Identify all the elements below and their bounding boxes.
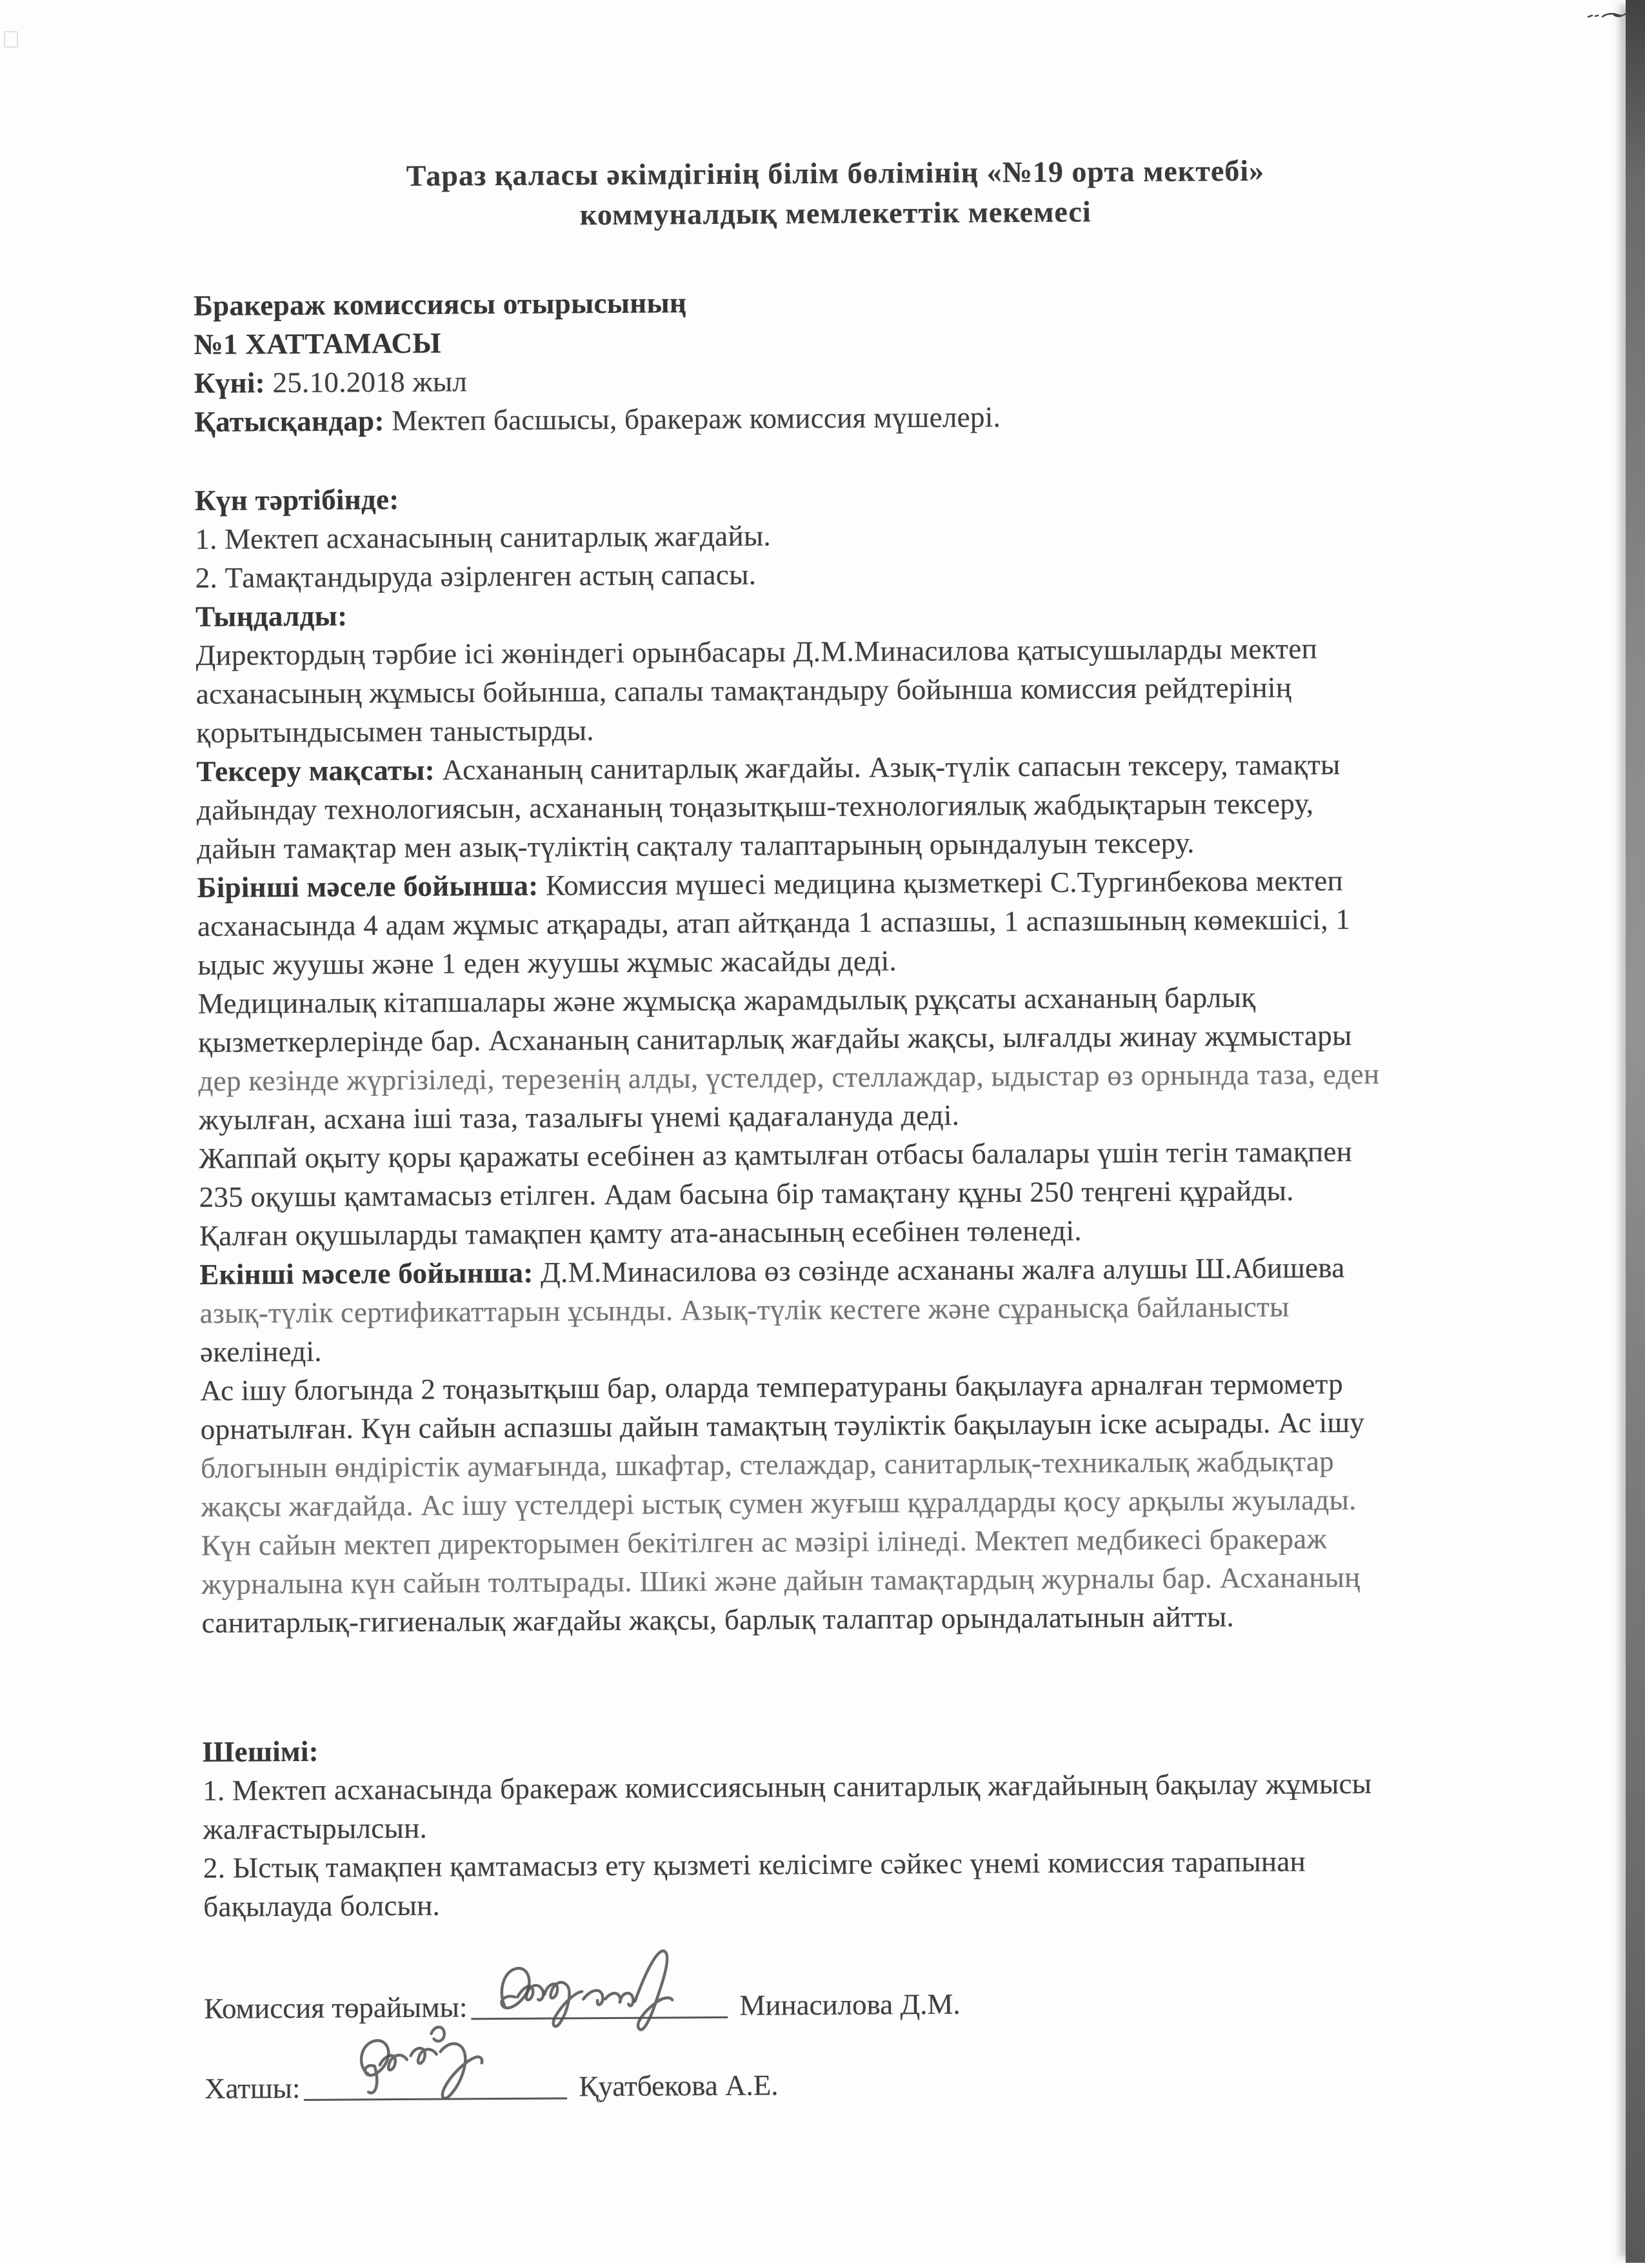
secretary-signature-row: [204, 2062, 1490, 2108]
line-bold-lead: Бракераж комиссиясы отырысының: [194, 286, 687, 322]
line-text: жалғастырылсын.: [203, 1811, 428, 1845]
secretary-name: Қуатбекова А.Е.: [579, 2069, 779, 2103]
line-bold-lead: Бірінші мәселе бойынша:: [197, 869, 539, 904]
document-text-line: [198, 1054, 1483, 1100]
line-text: дайындау технологиясын, асхананың тоңазытқыш-технологиялық жабдықтарын тексеру,: [196, 787, 1314, 826]
line-text: Күн сайын мектеп директорымен бекітілген ас мәзірі ілінеді. Мектеп медбикесі бракераж: [201, 1522, 1328, 1562]
scan-scribble-mark: [1587, 6, 1630, 26]
chairman-signature-label: Комиссия төрайымы:: [204, 1991, 468, 2025]
document-text-line: [197, 783, 1482, 830]
document-title: [193, 150, 1479, 237]
title-line-1: Тараз қаласы әкімдігінің білім бөлімінің «№19 орта мектебі»: [406, 154, 1265, 192]
line-text: қорытындысымен таныстырды.: [196, 714, 595, 749]
chairman-name: Минасилова Д.М.: [739, 1987, 961, 2022]
line-text: Медициналық кітапшалары және жұмысқа жарамдылық рұқсаты асхананың барлық: [197, 980, 1256, 1020]
document-text-line: [197, 899, 1482, 946]
line-text: дер кезінде жүргізіледі, терезенің алды, үстелдер, стеллаждар, ыдыстар өз орнында таза, еден: [198, 1057, 1380, 1097]
line-text: Қалған оқушыларды тамақпен қамту ата-анасының есебінен төленеді.: [199, 1214, 1082, 1252]
line-bold-lead: Тыңдалды:: [195, 599, 348, 633]
title-line-2: коммуналдық мемлекеттік мекемесі: [579, 195, 1092, 232]
line-text: журналына күн сайын толтырады. Шикі және дайын тамақтардың журналы бар. Асхананың: [201, 1560, 1361, 1600]
line-text: Мектеп басшысы, бракераж комиссия мүшелері.: [384, 401, 1001, 437]
line-bold-lead: Күн тәртібінде:: [194, 482, 399, 517]
line-text: санитарлық-гигиеналық жағдайы жақсы, барлық талаптар орындалатынын айтты.: [201, 1600, 1235, 1639]
line-text: Асхананың санитарлық жағдайы. Азық-түлік сапасын тексеру, тамақты: [434, 748, 1341, 786]
line-text: асханасында 4 адам жұмыс атқарады, атап айтқанда 1 аспазшы, 1 аспазшының көмекшісі, 1: [197, 902, 1351, 942]
line-text: жақсы жағдайда. Ас ішу үстелдері ыстық сумен жуғыш құралдарды қосу арқылы жуылады.: [201, 1483, 1357, 1523]
line-bold-lead: №1 ХАТТАМАСЫ: [194, 326, 441, 361]
protocol-body: [195, 473, 1487, 1642]
line-text: ыдыс жуушы және 1 еден жуушы жұмыс жасайды деді.: [197, 944, 897, 981]
line-text: бақылауда болсын.: [203, 1889, 441, 1923]
line-text: блогынын өндірістік аумағында, шкафтар, стелаждар, санитарлық-техникалық жабдықтар: [201, 1445, 1335, 1484]
line-text: дайын тамақтар мен азық-түліктің сақталу талаптарының орындалуын тексеру.: [197, 826, 1195, 865]
line-bold-lead: Күні:: [194, 366, 266, 399]
line-text: азық-түлік сертификаттарын ұсынды. Азық-түлік кестеге және сұранысқа байланысты: [199, 1290, 1290, 1329]
document-text-line: [199, 1248, 1484, 1294]
line-bold-lead: Екінші мәселе бойынша:: [199, 1256, 533, 1291]
document-text-line: [203, 1880, 1488, 1926]
chairman-signature-scribble: [494, 1938, 682, 2041]
document-text-line: [194, 395, 1479, 441]
document-text-line: [199, 1170, 1484, 1217]
line-text: әкелінеді.: [199, 1335, 322, 1368]
line-text: Жаппай оқыту қоры қаражаты есебінен аз қамтылған отбасы балалары үшін тегін тамақпен: [199, 1135, 1353, 1175]
document-text-line: [196, 667, 1481, 713]
line-bold-lead: Шешімі:: [202, 1735, 319, 1768]
line-text: 25.10.2018 жыл: [264, 365, 468, 399]
signature-block: [204, 1982, 1490, 2108]
line-text: 1. Мектеп асханасында бракераж комиссиясының санитарлық жағдайының бақылау жұмысы: [203, 1767, 1372, 1807]
line-text: 1. Мектеп асханасының санитарлық жағдайы.: [195, 519, 772, 555]
line-bold-lead: Қатысқандар:: [194, 404, 384, 438]
document-text-line: [203, 1841, 1488, 1887]
line-text: 2. Тамақтандыруда әзірленген астың сапасы.: [195, 558, 757, 594]
line-bold-lead: Тексеру мақсаты:: [196, 753, 435, 788]
scan-corner-mark: [4, 31, 18, 48]
secretary-signature-label: Хатшы:: [204, 2071, 301, 2105]
protocol-meta: [194, 279, 1479, 441]
document-text-line: [201, 1596, 1486, 1642]
scanner-edge-band: [1626, 0, 1645, 2263]
line-text: 2. Ыстық тамақпен қамтамасыз ету қызметі келісімге сәйкес үнемі комиссия тарапынан: [203, 1845, 1306, 1884]
line-text: Ас ішу блогында 2 тоңазытқыш бар, оларда температураны бақылауға арналған термометр: [200, 1368, 1344, 1407]
line-text: асханасының жұмысы бойынша, сапалы тамақтандыру бойынша комиссия рейдтерінің: [195, 671, 1292, 710]
line-text: Комиссия мүшесі медицина қызметкері С.Тургинбекова мектеп: [538, 864, 1344, 902]
line-text: 235 оқушы қамтамасыз етілген. Адам басына бір тамақтану құны 250 теңгені құрайды.: [199, 1174, 1294, 1213]
line-text: қызметкерлерінде бар. Асхананың санитарлық жағдайы жақсы, ылғалды жинау жұмыстары: [197, 1019, 1352, 1059]
secretary-signature-line: [304, 2091, 567, 2100]
line-text: жуылған, асхана іші таза, тазалығы үнемі қадағалануда деді.: [198, 1099, 960, 1136]
secretary-signature-scribble: [349, 2014, 511, 2105]
document-text-line: [201, 1557, 1486, 1604]
document-text-line: [203, 1764, 1488, 1810]
line-text: Директордың тәрбие ісі жөніндегі орынбасары Д.М.Минасилова қатысушыларды мектеп: [195, 632, 1318, 671]
line-text: орнатылған. Күн сайын аспазшы дайын тамақтың тәуліктік бақылауын іске асырады. Ас ішу: [200, 1406, 1365, 1446]
line-text: Д.М.Минасилова өз сөзінде асхананы жалға алушы Ш.Абишева: [533, 1251, 1345, 1289]
protocol-decision: [203, 1725, 1489, 1926]
